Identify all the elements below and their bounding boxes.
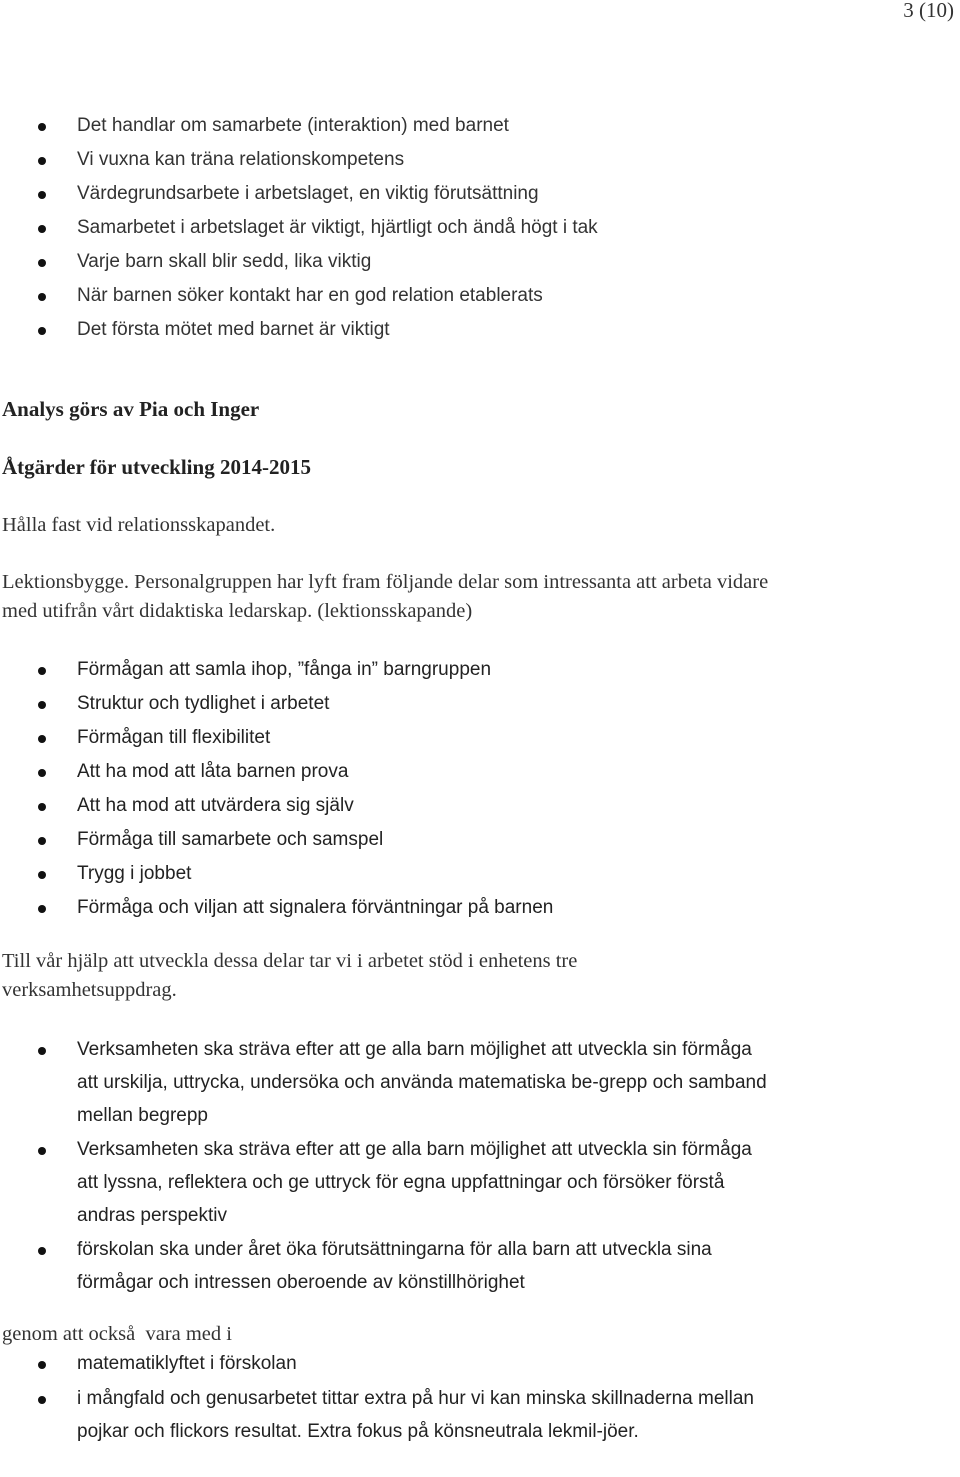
list-item-text: Förmågan att samla ihop, ”fånga in” barngruppen (77, 659, 492, 680)
bullet-icon (38, 803, 46, 811)
list-item (0, 721, 960, 755)
bullet-icon (38, 293, 46, 301)
bullet-icon (38, 259, 46, 267)
list-item (0, 1347, 797, 1380)
list-item (0, 279, 960, 313)
list-item-text: Att ha mod att utvärdera sig själv (77, 795, 354, 816)
bullet-icon (38, 735, 46, 743)
bullet-list-relations (0, 109, 960, 347)
bullet-list-assignments (0, 1033, 960, 1299)
bullet-icon (38, 837, 46, 845)
list-item-text: Förmåga till samarbete och samspel (77, 829, 384, 850)
list-item-text: matematiklyftet i förskolan (77, 1353, 297, 1374)
list-item-text: Trygg i jobbet (77, 863, 192, 884)
list-item (0, 177, 960, 211)
list-item (0, 109, 960, 143)
bullet-icon (38, 191, 46, 199)
list-item (0, 211, 960, 245)
list-item (0, 1382, 797, 1448)
list-item (0, 245, 960, 279)
list-item-text: Förmågan till flexibilitet (77, 727, 271, 748)
bullet-list-competences (0, 653, 960, 925)
bullet-icon (38, 225, 46, 233)
bullet-icon (38, 905, 46, 913)
list-item-text: Vi vuxna kan träna relationskompetens (77, 149, 405, 170)
list-item-text: Verksamheten ska sträva efter att ge alla barn möjlighet att utveckla sin förmåga att urskilja, uttrycka, undersöka och använda matematiska be-grepp och samband mellan begrepp (77, 1039, 767, 1126)
paragraph-lektion: Lektionsbygge. Personalgruppen har lyft fram följande delar som intressanta att arbeta vidare med utifrån vårt didaktiska ledarskap. (lektionsskapande) (2, 571, 769, 622)
list-item (0, 823, 960, 857)
bullet-icon (38, 157, 46, 165)
list-item (0, 857, 960, 891)
bullet-icon (38, 1361, 46, 1369)
list-item-text: Det handlar om samarbete (interaktion) med barnet (77, 115, 509, 136)
list-item-text: i mångfald och genusarbetet tittar extra på hur vi kan minska skillnaderna mellan pojkar och flickors resultat. Extra fokus på könsneutrala lekmil-jöer. (77, 1388, 754, 1442)
list-item-text: Det första mötet med barnet är viktigt (77, 319, 390, 340)
list-item (0, 313, 960, 347)
list-item (0, 687, 960, 721)
list-item (0, 1233, 777, 1299)
list-item (0, 789, 960, 823)
bullet-icon (38, 667, 46, 675)
list-item (0, 891, 960, 925)
bullet-icon (38, 871, 46, 879)
list-item-text: Struktur och tydlighet i arbetet (77, 693, 330, 714)
bullet-icon (38, 1047, 46, 1055)
list-item-text: När barnen söker kontakt har en god relation etablerats (77, 285, 543, 306)
list-item-text: Samarbetet i arbetslaget är viktigt, hjärtligt och ändå högt i tak (77, 217, 598, 238)
list-item (0, 1033, 777, 1132)
bullet-icon (38, 1396, 46, 1404)
list-item (0, 653, 960, 687)
list-item (0, 755, 960, 789)
bullet-list-participation (0, 1347, 960, 1448)
list-item-text: Varje barn skall blir sedd, lika viktig (77, 251, 372, 272)
bullet-icon (38, 1147, 46, 1155)
list-item (0, 143, 960, 177)
bullet-icon (38, 769, 46, 777)
bullet-icon (38, 1247, 46, 1255)
bullet-icon (38, 701, 46, 709)
heading-analysis: Analys görs av Pia och Inger (2, 397, 260, 421)
list-item-text: förskolan ska under året öka förutsättningarna för alla barn att utveckla sina förmågar och intressen oberoende av könstillhörighet (77, 1239, 712, 1293)
list-item-text: Att ha mod att låta barnen prova (77, 761, 349, 782)
bullet-icon (38, 327, 46, 335)
list-item-text: Förmåga och viljan att signalera förväntningar på barnen (77, 897, 554, 918)
list-item-text: Värdegrundsarbete i arbetslaget, en viktig förutsättning (77, 183, 539, 204)
list-item (0, 1133, 777, 1232)
list-item-text: Verksamheten ska sträva efter att ge alla barn möjlighet att utveckla sin förmåga att lyssna, reflektera och ge uttryck för egna uppfattningar och försöker förstå andras perspektiv (77, 1139, 752, 1226)
bullet-icon (38, 123, 46, 131)
page-number: 3 (10) (903, 0, 954, 22)
paragraph-till: Till vår hjälp att utveckla dessa delar tar vi i arbetet stöd i enhetens tre verksamhetsuppdrag. (2, 950, 578, 1001)
paragraph-genom: genom att också vara med i (2, 1323, 232, 1345)
heading-actions: Åtgärder för utveckling 2014-2015 (2, 455, 311, 479)
paragraph-halla: Hålla fast vid relationsskapandet. (2, 514, 276, 536)
